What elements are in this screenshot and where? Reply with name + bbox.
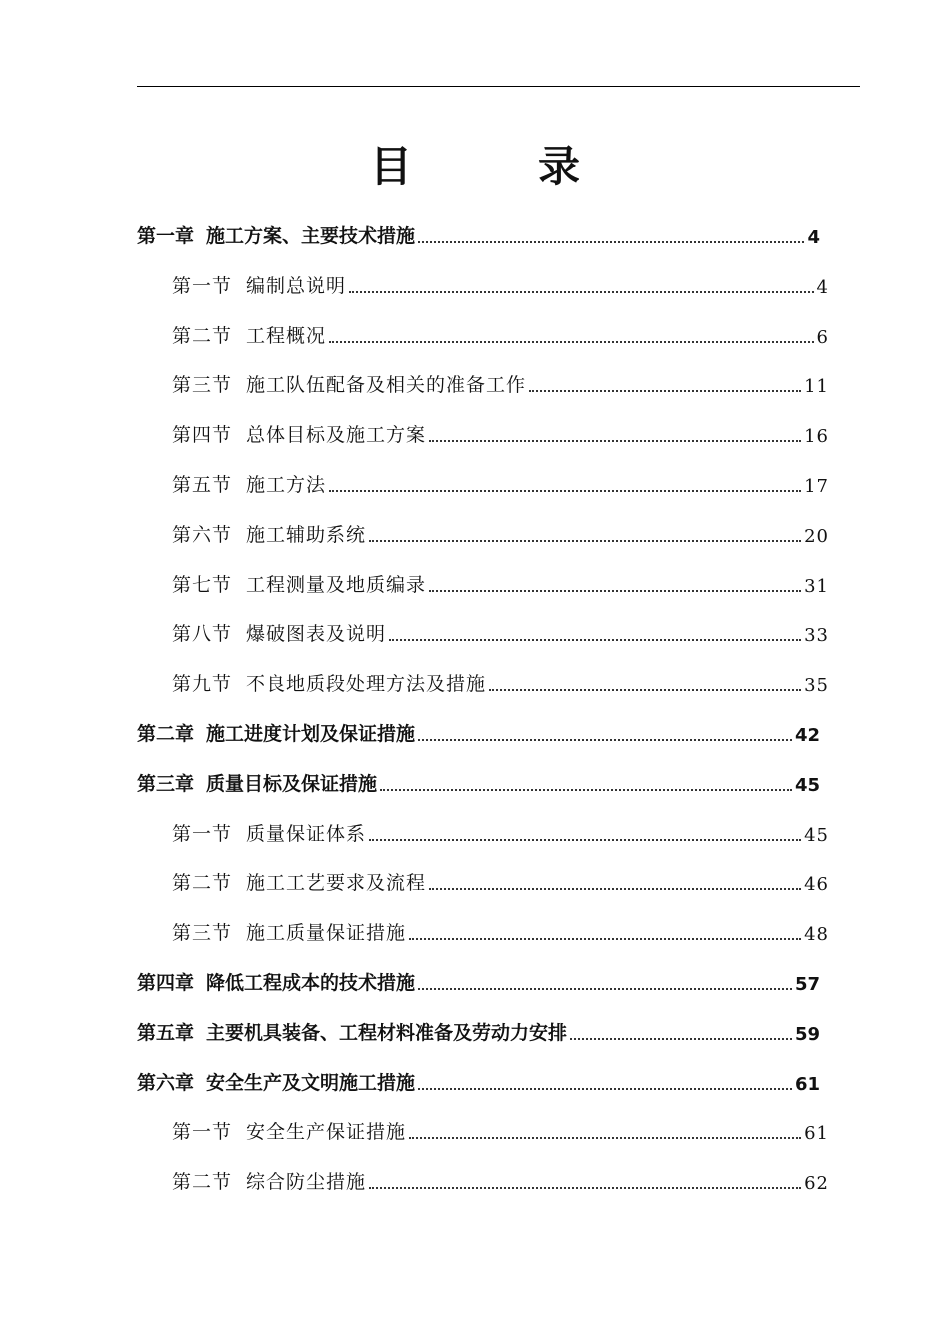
toc-entry-chapter[interactable] [137, 969, 820, 999]
toc-entry-title: 总体目标及施工方案 [246, 424, 427, 446]
toc-entry-section[interactable] [172, 272, 829, 302]
toc-entry-chapter[interactable] [137, 1069, 820, 1099]
toc-entry-section[interactable] [172, 1118, 829, 1148]
toc-entry-section[interactable] [172, 421, 829, 451]
toc-entry-label [172, 322, 326, 352]
toc-page-number: 46 [804, 874, 829, 895]
toc-page-number: 45 [794, 775, 820, 796]
toc-entry-number: 第五节 [172, 474, 233, 496]
toc-page-number: 45 [804, 825, 829, 846]
toc-entry-title: 编制总说明 [246, 275, 347, 297]
toc-entry-label [137, 720, 415, 750]
toc-page-number: 57 [794, 974, 820, 995]
toc-entry-title: 施工进度计划及保证措施 [206, 723, 416, 745]
toc-entry-title: 施工工艺要求及流程 [246, 872, 427, 894]
toc-entry-title: 施工队伍配备及相关的准备工作 [246, 374, 527, 396]
toc-entry-label [172, 521, 366, 551]
toc-dot-leader [570, 1038, 792, 1040]
toc-dot-leader [418, 988, 792, 990]
page-title: 目 录 [369, 142, 622, 191]
toc-dot-leader [389, 639, 801, 641]
toc-entry-label [172, 919, 406, 949]
toc-entry-label [172, 869, 426, 899]
toc-entry-number: 第七节 [172, 574, 233, 596]
toc-entry-title: 主要机具装备、工程材料准备及劳动力安排 [206, 1022, 568, 1044]
toc-page-number: 31 [804, 576, 829, 597]
toc-entry-section[interactable] [172, 471, 829, 501]
toc-entry-number: 第三章 [137, 773, 195, 795]
toc-entry-chapter[interactable] [137, 720, 820, 750]
toc-entry-label [137, 222, 415, 252]
toc-dot-leader [380, 789, 792, 791]
toc-entry-number: 第一节 [172, 1121, 233, 1143]
toc-entry-chapter[interactable] [137, 1019, 820, 1049]
toc-entry-title: 施工质量保证措施 [246, 922, 407, 944]
toc-entry-title: 施工辅助系统 [246, 524, 367, 546]
toc-dot-leader [369, 1187, 801, 1189]
toc-entry-title: 工程测量及地质编录 [246, 574, 427, 596]
toc-entry-label [172, 1168, 366, 1198]
toc-entry-number: 第五章 [137, 1022, 195, 1044]
toc-page-number: 42 [794, 725, 820, 746]
toc-entry-section[interactable] [172, 620, 829, 650]
toc-entry-section[interactable] [172, 521, 829, 551]
toc-entry-section[interactable] [172, 670, 829, 700]
toc-entry-section[interactable] [172, 919, 829, 949]
toc-entry-number: 第三节 [172, 922, 233, 944]
toc-dot-leader [489, 689, 801, 691]
toc-entry-label [172, 471, 326, 501]
toc-dot-leader [429, 590, 801, 592]
toc-entry-section[interactable] [172, 371, 829, 401]
toc-entry-section[interactable] [172, 571, 829, 601]
toc-entry-label [172, 272, 346, 302]
toc-entry-number: 第九节 [172, 673, 233, 695]
toc-entry-number: 第四节 [172, 424, 233, 446]
toc-entry-number: 第二节 [172, 872, 233, 894]
toc-entry-label [137, 969, 415, 999]
toc-page-number: 20 [804, 526, 829, 547]
toc-entry-title: 不良地质段处理方法及措施 [246, 673, 487, 695]
toc-entry-section[interactable] [172, 820, 829, 850]
toc-entry-chapter[interactable] [137, 222, 820, 252]
toc-entry-number: 第四章 [137, 972, 195, 994]
toc-entry-number: 第一节 [172, 823, 233, 845]
toc-entry-chapter[interactable] [137, 770, 820, 800]
toc-entry-label [172, 1118, 406, 1148]
toc-dot-leader [329, 490, 801, 492]
toc-entry-section[interactable] [172, 322, 829, 352]
toc-dot-leader [418, 739, 792, 741]
toc-entry-label [172, 670, 486, 700]
toc-entry-title: 施工方法 [246, 474, 327, 496]
toc-entry-label [172, 820, 366, 850]
toc-entry-section[interactable] [172, 1168, 829, 1198]
toc-page-number: 61 [794, 1074, 820, 1095]
toc-entry-number: 第八节 [172, 623, 233, 645]
toc-entry-title: 工程概况 [246, 325, 327, 347]
toc-entry-label [172, 620, 386, 650]
toc-page-number: 17 [804, 476, 829, 497]
toc-dot-leader [329, 341, 814, 343]
toc-entry-label [137, 1069, 415, 1099]
toc-dot-leader [418, 1088, 792, 1090]
toc-entry-title: 施工方案、主要技术措施 [206, 225, 416, 247]
toc-page-number: 16 [804, 426, 829, 447]
toc-page-number: 6 [816, 327, 829, 348]
toc-entry-title: 质量目标及保证措施 [206, 773, 378, 795]
toc-entry-label [172, 371, 526, 401]
toc-page-number: 59 [794, 1024, 820, 1045]
toc-dot-leader [529, 390, 801, 392]
toc-page-number: 11 [804, 376, 829, 397]
toc-entry-label [172, 571, 426, 601]
toc-entry-title: 综合防尘措施 [246, 1171, 367, 1193]
toc-page-number: 35 [804, 675, 829, 696]
toc-dot-leader [409, 1137, 801, 1139]
toc-entry-number: 第六节 [172, 524, 233, 546]
toc-entry-number: 第一章 [137, 225, 195, 247]
toc-entry-title: 安全生产及文明施工措施 [206, 1072, 416, 1094]
toc-entry-number: 第六章 [137, 1072, 195, 1094]
toc-page-number: 62 [804, 1173, 829, 1194]
toc-entry-number: 第三节 [172, 374, 233, 396]
toc-page-number: 61 [804, 1123, 829, 1144]
toc-entry-number: 第二节 [172, 325, 233, 347]
toc-dot-leader [409, 938, 801, 940]
toc-entry-label [172, 421, 426, 451]
toc-entry-title: 安全生产保证措施 [246, 1121, 407, 1143]
toc-entry-number: 第二节 [172, 1171, 233, 1193]
toc-entry-label [137, 770, 377, 800]
toc-dot-leader [349, 291, 814, 293]
toc-dot-leader [369, 540, 801, 542]
toc-dot-leader [418, 241, 804, 243]
toc-entry-label [137, 1019, 567, 1049]
toc-page-number: 4 [816, 277, 829, 298]
toc-dot-leader [369, 839, 801, 841]
toc-dot-leader [429, 888, 801, 890]
toc-dot-leader [429, 440, 801, 442]
toc-page-number: 48 [804, 924, 829, 945]
toc-page-number: 33 [804, 625, 829, 646]
toc-entry-title: 质量保证体系 [246, 823, 367, 845]
toc-entry-title: 爆破图表及说明 [246, 623, 387, 645]
toc-entry-number: 第二章 [137, 723, 195, 745]
toc-page-number: 4 [807, 227, 820, 248]
toc-entry-number: 第一节 [172, 275, 233, 297]
toc-entry-title: 降低工程成本的技术措施 [206, 972, 416, 994]
toc-entry-section[interactable] [172, 869, 829, 899]
